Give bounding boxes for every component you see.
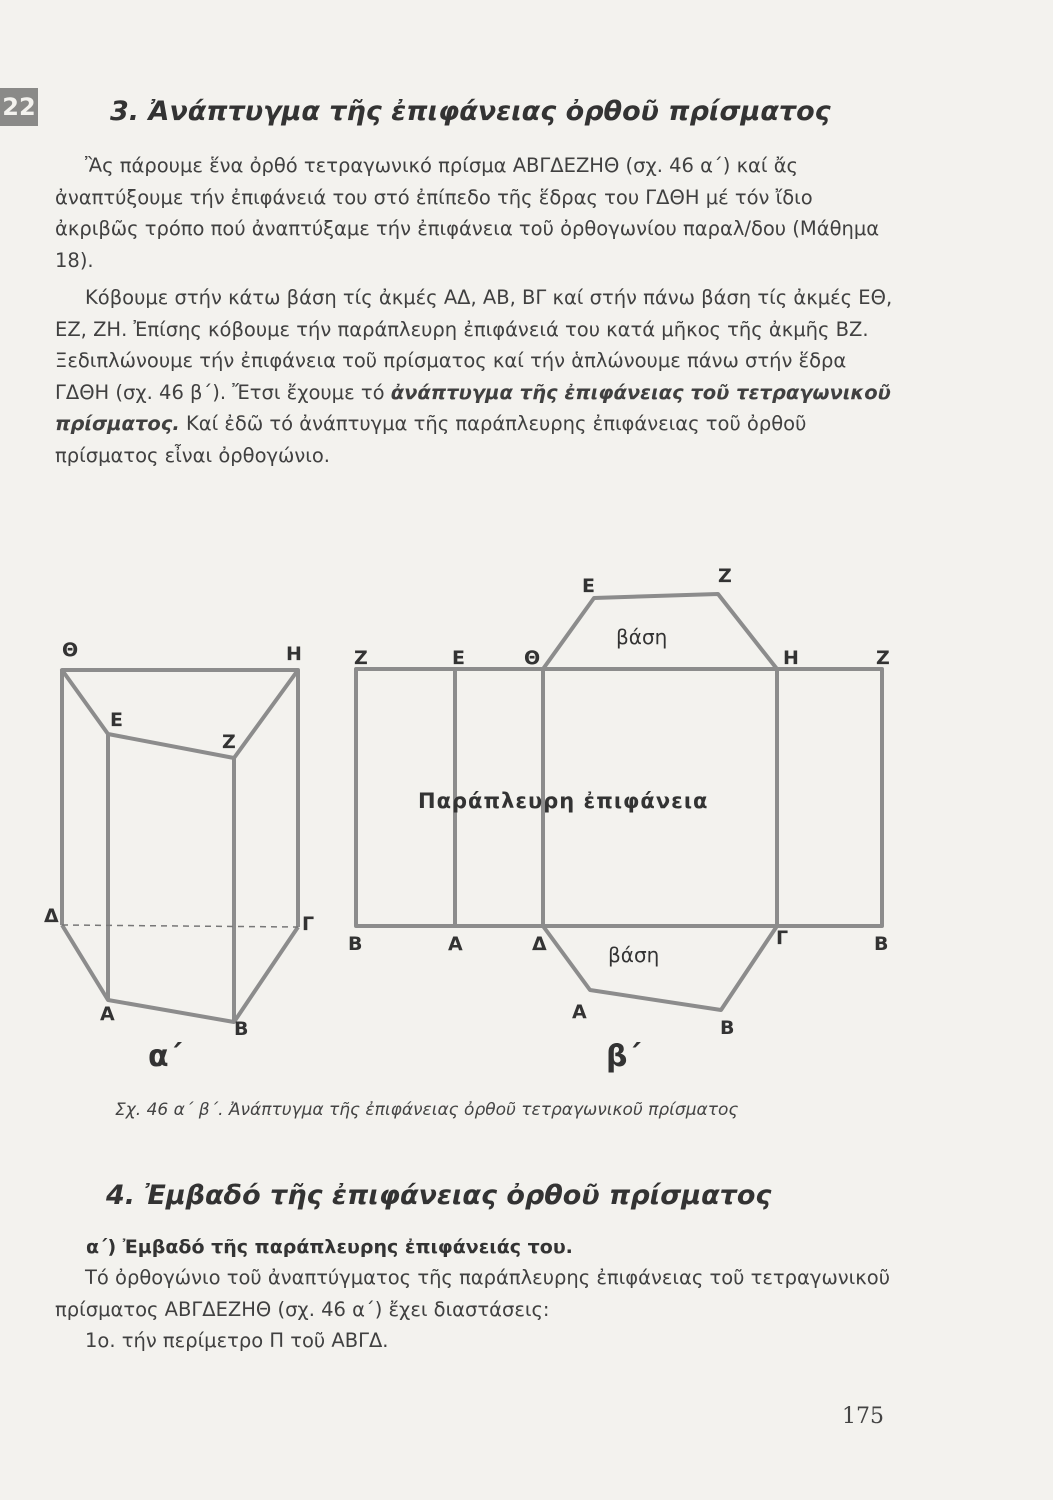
bottom-label-1: Β [348,933,363,955]
label-theta: Θ [62,639,79,661]
apex-e: Ε [582,575,595,597]
top-label-2: Ε [452,647,465,669]
label-epsilon: Ε [110,709,123,731]
label-gamma: Γ [302,913,315,935]
label-zeta: Ζ [222,731,236,753]
bottom-label-4: Γ [776,927,789,949]
label-alpha: Α [100,1003,115,1025]
figure-b-net [340,560,910,1080]
top-label-1: Ζ [354,647,368,669]
figure-b-tag: β΄ [606,1039,641,1074]
bottom-base-outline [543,926,777,1010]
section-4-paragraph: Τό ὀρθογώνιο τοῦ ἀναπτύγματος τῆς παράπλευρης ἐπιφάνειας τοῦ τετραγωνικοῦ πρίσματος ΑΒΓΔΕΖΗΘ (σχ. 46 α΄) ἔχει διαστάσεις: [55,1266,890,1321]
section-4-body [55,1262,895,1357]
apex-b: Β [720,1017,735,1039]
bottom-base-outline [62,925,298,1022]
bottom-label-5: Β [874,933,889,955]
chapter-badge: 22 [0,88,38,126]
bottom-label-3: Δ [532,933,547,955]
label-eta: Η [286,643,302,665]
top-label-3: Θ [524,647,541,669]
apex-a: Α [572,1001,587,1023]
top-base-outline [62,670,298,758]
top-base-label: βάση [616,625,668,649]
apex-z: Ζ [718,565,732,587]
figure-a-tag: α΄ [148,1039,182,1070]
paragraph-2 [55,282,895,471]
hidden-edge-delta-gamma [62,925,298,927]
bottom-label-2: Α [448,933,463,955]
paragraph-2-text-a: Κόβουμε στήν κάτω βάση τίς ἀκμές ΑΔ, ΑΒ, ΒΓ καί στήν πάνω βάση τίς ἀκμές ΕΘ, ΕΖ, ΖΗ. Ἐπίσης κόβουμε τήν παράπλευρη ἐπιφάνειά του κατά μῆκος τῆς ἀκμῆς ΒΖ. Ξεδιπλώνουμε τήν ἐπιφάνεια τοῦ πρίσματος καί τήν ἁπλώνουμε πάνω στήν ἕδρα ΓΔΘΗ (σχ. 46 β΄). Ἔτσι ἔχουμε τό [55,286,893,404]
section-3-title: 3. Ἀνάπτυγμα τῆς ἐπιφάνειας ὀρθοῦ πρίσματος [110,96,831,127]
paragraph-2-text-b: Καί ἐδῶ τό ἀνάπτυγμα τῆς παράπλευρης ἐπιφάνειας τοῦ ὀρθοῦ πρίσματος εἶναι ὀρθογώνιο. [55,412,807,467]
figure-a-prism [40,630,330,1070]
page-number: 175 [842,1404,884,1429]
label-delta: Δ [44,905,59,927]
bottom-base-label: βάση [608,943,660,967]
top-label-4: Η [783,647,799,669]
label-beta: Β [234,1018,249,1040]
subsection-a-title: α΄) Ἐμβαδό τῆς παράπλευρης ἐπιφάνειάς του. [86,1236,573,1258]
section-4-item-1: 1ο. τήν περίμετρο Π τοῦ ΑΒΓΔ. [85,1329,389,1352]
paragraph-1: Ἂς πάρουμε ἕνα ὀρθό τετραγωνικό πρίσμα ΑΒΓΔΕΖΗΘ (σχ. 46 α΄) καί ἄς ἀναπτύξουμε τήν ἐπιφάνειά του στό ἐπίπεδο τῆς ἕδρας του ΓΔΘΗ μέ τόν ἴδιο ἀκριβῶς τρόπο πού ἀναπτύξαμε τήν ἐπιφάνεια τοῦ ὀρθογωνίου παραλ/δου (Μάθημα 18). [55,154,880,272]
figure-caption: Σχ. 46 α΄ β΄. Ἀνάπτυγμα τῆς ἐπιφάνειας ὀρθοῦ τετραγωνικοῦ πρίσματος [115,1100,739,1120]
section-3-body [55,150,895,471]
section-4-title: 4. Ἐμβαδό τῆς ἐπιφάνειας ὀρθοῦ πρίσματος [106,1180,772,1211]
top-label-5: Ζ [876,647,890,669]
paragraph-2-emphasis: ἀνάπτυγμα τῆς ἐπιφάνειας τοῦ τετραγωνικοῦ πρίσματος. [55,380,891,435]
lateral-surface-label: Παράπλευρη ἐπιφάνεια [418,789,709,813]
